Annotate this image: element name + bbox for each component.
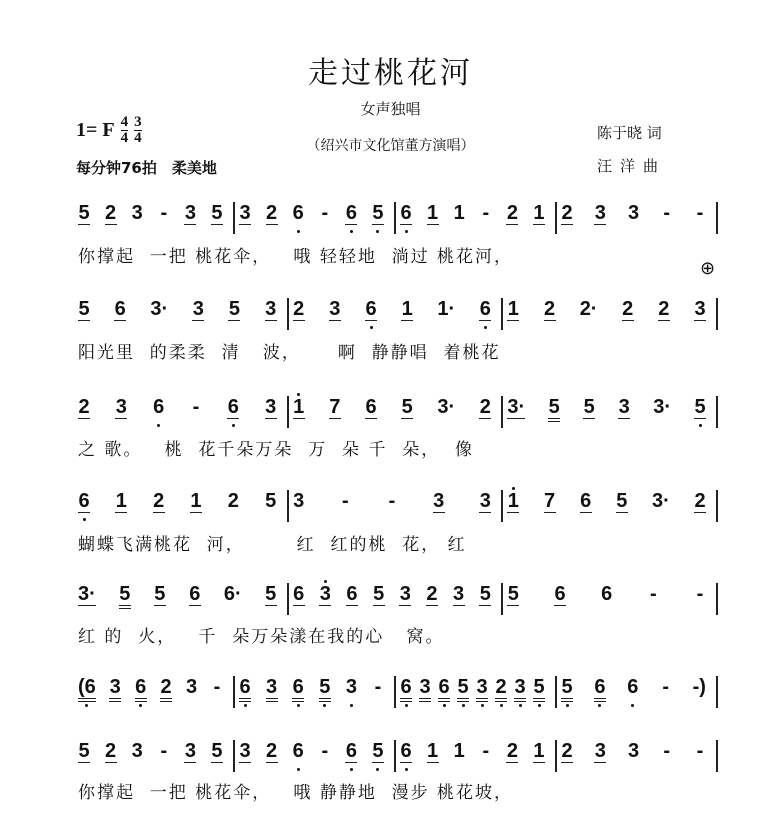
note: 5 bbox=[507, 583, 519, 605]
note: 3 bbox=[627, 740, 640, 762]
note: 2 bbox=[227, 490, 239, 512]
note: 2 bbox=[105, 740, 117, 762]
note: 1 bbox=[453, 202, 465, 224]
measure bbox=[289, 583, 504, 615]
time-sig-bottom: 4 bbox=[120, 130, 129, 146]
note: 6 bbox=[400, 202, 412, 224]
note: 5 bbox=[561, 676, 573, 702]
measure bbox=[557, 676, 718, 708]
measure bbox=[78, 740, 235, 772]
note: 2· bbox=[579, 298, 598, 320]
tempo-marking: 每分钟76拍 柔美地 bbox=[76, 159, 217, 177]
note: - bbox=[374, 676, 382, 698]
note: 3 bbox=[514, 676, 526, 702]
note: 3 bbox=[618, 396, 630, 418]
note: 1 bbox=[427, 740, 439, 762]
note: 5 bbox=[616, 490, 628, 512]
measure bbox=[503, 583, 718, 615]
note: 6 bbox=[346, 583, 358, 605]
note: 2 bbox=[105, 202, 117, 224]
note: 5 bbox=[78, 298, 90, 320]
performer: （绍兴市文化馆董方演唱） bbox=[306, 138, 475, 154]
note: 3· bbox=[507, 396, 526, 418]
measure bbox=[396, 676, 557, 708]
note: 1 bbox=[427, 202, 439, 224]
note: - bbox=[696, 740, 704, 762]
note: 3 bbox=[185, 676, 198, 698]
notation-row bbox=[78, 298, 718, 338]
note: 5 bbox=[265, 583, 277, 605]
note: 6· bbox=[223, 583, 242, 605]
note: 1 bbox=[453, 740, 465, 762]
note: - bbox=[321, 202, 329, 224]
measure bbox=[289, 298, 504, 330]
subtitle: 女声独唱 bbox=[360, 100, 421, 118]
note: 2 bbox=[495, 676, 507, 702]
note: 2 bbox=[293, 298, 305, 320]
note: - bbox=[482, 740, 490, 762]
note: 6 bbox=[554, 583, 566, 605]
note: 5 bbox=[694, 396, 706, 418]
note: 6 bbox=[227, 396, 239, 418]
note: - bbox=[649, 583, 657, 605]
note: -) bbox=[692, 676, 706, 698]
note: 6 bbox=[601, 583, 613, 605]
note: 2 bbox=[266, 202, 278, 224]
measure bbox=[78, 202, 235, 234]
note: 3 bbox=[476, 676, 488, 702]
note: 5 bbox=[154, 583, 166, 605]
notation-row bbox=[78, 202, 718, 242]
note: 6 bbox=[292, 676, 304, 702]
notation-row bbox=[78, 490, 718, 530]
note: 6 bbox=[400, 740, 412, 762]
note: 3 bbox=[192, 298, 204, 320]
note: 5 bbox=[119, 583, 131, 609]
measure bbox=[503, 490, 718, 522]
measure bbox=[289, 490, 504, 522]
note: 6 bbox=[594, 676, 606, 702]
note: 3 bbox=[239, 202, 251, 224]
note: 6 bbox=[292, 740, 304, 762]
measure bbox=[503, 396, 718, 428]
note: 3 bbox=[293, 490, 305, 512]
notation-row bbox=[78, 583, 718, 623]
note: 1 bbox=[115, 490, 127, 512]
note: 5 bbox=[78, 740, 90, 762]
note: 5 bbox=[265, 490, 277, 512]
note: 1· bbox=[437, 298, 456, 320]
lyrics-line: 阳光里 的柔柔 清 波， 啊 静静唱 着桃花 bbox=[78, 343, 501, 363]
measure bbox=[78, 583, 289, 615]
note: 1 bbox=[293, 396, 305, 418]
note: 5 bbox=[78, 202, 90, 224]
note: 5 bbox=[372, 740, 384, 762]
lyricist-credit: 陈于晓 词 bbox=[597, 124, 662, 142]
note: 3 bbox=[265, 396, 277, 418]
note: 5 bbox=[548, 396, 560, 422]
note: 3· bbox=[437, 396, 456, 418]
note: - bbox=[341, 490, 349, 512]
note: 2 bbox=[506, 202, 518, 224]
note: 3 bbox=[594, 202, 606, 224]
measure bbox=[503, 298, 718, 330]
lyrics-line: 红 的 火， 千 朵万朵漾在我的心 窝。 bbox=[78, 627, 445, 647]
song-title: 走过桃花河 bbox=[308, 56, 473, 91]
note: - bbox=[482, 202, 490, 224]
note: 3 bbox=[115, 396, 127, 418]
note: 3 bbox=[399, 583, 411, 605]
note: 3 bbox=[319, 583, 331, 605]
note: (6 bbox=[78, 676, 96, 702]
note: 6 bbox=[365, 396, 377, 418]
note: 6 bbox=[438, 676, 450, 702]
time-sig-top: 3 bbox=[134, 114, 142, 130]
note: 7 bbox=[543, 490, 556, 512]
note: 3 bbox=[419, 676, 431, 702]
note: 2 bbox=[153, 490, 165, 512]
note: 5 bbox=[401, 396, 413, 418]
lyrics-line: 你撑起 一把 桃花伞， 哦 静静地 漫步 桃花坡， bbox=[78, 783, 514, 803]
note: 6 bbox=[479, 298, 491, 320]
note: 3 bbox=[694, 298, 706, 320]
note: 6 bbox=[292, 202, 304, 224]
note: 3 bbox=[433, 490, 445, 512]
measure bbox=[78, 396, 289, 428]
note: 2 bbox=[426, 583, 438, 605]
note: - bbox=[388, 490, 396, 512]
note: 3 bbox=[265, 298, 277, 320]
time-signature-2 bbox=[134, 115, 142, 146]
note: 1 bbox=[401, 298, 413, 320]
note: 1 bbox=[533, 202, 545, 224]
note: 2 bbox=[658, 298, 670, 320]
note: 2 bbox=[622, 298, 634, 320]
note: 3· bbox=[653, 396, 671, 418]
note: - bbox=[663, 202, 671, 224]
measure bbox=[235, 740, 396, 772]
note: 6 bbox=[345, 202, 357, 224]
note: 3 bbox=[594, 740, 606, 762]
notation-row bbox=[78, 740, 718, 780]
note: 3 bbox=[479, 490, 491, 512]
note: 3 bbox=[184, 202, 196, 224]
note: 6 bbox=[153, 396, 165, 418]
measure bbox=[557, 202, 718, 234]
note: 6 bbox=[78, 490, 90, 512]
note: 3 bbox=[131, 202, 143, 224]
note: 3 bbox=[131, 740, 143, 762]
note: 3 bbox=[109, 676, 121, 702]
measure bbox=[78, 490, 289, 522]
note: 2 bbox=[561, 202, 573, 224]
note: 5 bbox=[211, 740, 223, 762]
note: 2 bbox=[506, 740, 518, 762]
key-label: 1= F bbox=[76, 119, 115, 141]
measure bbox=[396, 740, 557, 772]
note: 3 bbox=[239, 740, 251, 762]
note: 5 bbox=[533, 676, 545, 702]
note: 2 bbox=[479, 396, 491, 418]
measure bbox=[78, 298, 289, 330]
note: 2 bbox=[266, 740, 278, 762]
note: - bbox=[192, 396, 200, 418]
note: - bbox=[321, 740, 329, 762]
key-signature bbox=[76, 115, 142, 146]
composer-credit: 汪洋曲 bbox=[597, 157, 667, 175]
note: 1 bbox=[507, 490, 519, 512]
note: 3 bbox=[266, 676, 278, 702]
measure bbox=[78, 676, 235, 708]
note: - bbox=[696, 202, 704, 224]
note: 3 bbox=[627, 202, 640, 224]
note: 5 bbox=[457, 676, 469, 702]
note: 5 bbox=[211, 202, 223, 224]
notation-row bbox=[78, 396, 718, 436]
note: 3 bbox=[345, 676, 357, 698]
note: - bbox=[160, 740, 168, 762]
notation-row bbox=[78, 676, 718, 716]
note: - bbox=[662, 676, 670, 698]
note: 6 bbox=[580, 490, 592, 512]
note: 6 bbox=[400, 676, 412, 702]
note: - bbox=[696, 583, 704, 605]
note: 3· bbox=[150, 298, 169, 320]
note: 6 bbox=[365, 298, 377, 320]
note: 5 bbox=[373, 583, 385, 605]
note: 5 bbox=[479, 583, 491, 605]
note: 3· bbox=[78, 583, 96, 605]
crosshair-icon: ⊕ bbox=[700, 258, 716, 279]
time-sig-bottom: 4 bbox=[134, 130, 142, 146]
note: 2 bbox=[160, 676, 172, 702]
note: 3 bbox=[453, 583, 465, 605]
note: 6 bbox=[135, 676, 147, 702]
measure bbox=[396, 202, 557, 234]
note: 3· bbox=[652, 490, 670, 512]
note: 5 bbox=[228, 298, 241, 320]
note: 2 bbox=[543, 298, 556, 320]
note: - bbox=[213, 676, 221, 698]
note: - bbox=[663, 740, 671, 762]
note: - bbox=[160, 202, 168, 224]
note: 5 bbox=[372, 202, 384, 224]
measure bbox=[557, 740, 718, 772]
note: 3 bbox=[184, 740, 196, 762]
note: 6 bbox=[189, 583, 201, 605]
lyrics-line: 蝴蝶飞满桃花 河， 红 红的桃 花， 红 bbox=[78, 535, 467, 555]
time-signature-1 bbox=[121, 115, 129, 146]
note: 5 bbox=[583, 396, 595, 418]
measure bbox=[235, 676, 396, 708]
lyrics-line: 你撑起 一把 桃花伞， 哦 轻轻地 淌过 桃花河， bbox=[78, 247, 514, 267]
note: 1 bbox=[190, 490, 202, 512]
note: 2 bbox=[561, 740, 573, 762]
note: 6 bbox=[239, 676, 251, 702]
note: 7 bbox=[329, 396, 341, 418]
note: 6 bbox=[114, 298, 126, 320]
note: 2 bbox=[694, 490, 706, 512]
note: 6 bbox=[627, 676, 639, 698]
time-sig-top: 4 bbox=[120, 114, 129, 130]
measure bbox=[289, 396, 504, 428]
note: 3 bbox=[329, 298, 341, 320]
note: 2 bbox=[78, 396, 90, 418]
lyrics-line: 之 歌。 桃 花千朵万朵 万 朵 千 朵， 像 bbox=[78, 440, 475, 460]
note: 5 bbox=[319, 676, 331, 702]
note: 1 bbox=[533, 740, 545, 762]
note: 6 bbox=[293, 583, 305, 605]
note: 1 bbox=[507, 298, 519, 320]
measure bbox=[235, 202, 396, 234]
note: 6 bbox=[345, 740, 357, 762]
